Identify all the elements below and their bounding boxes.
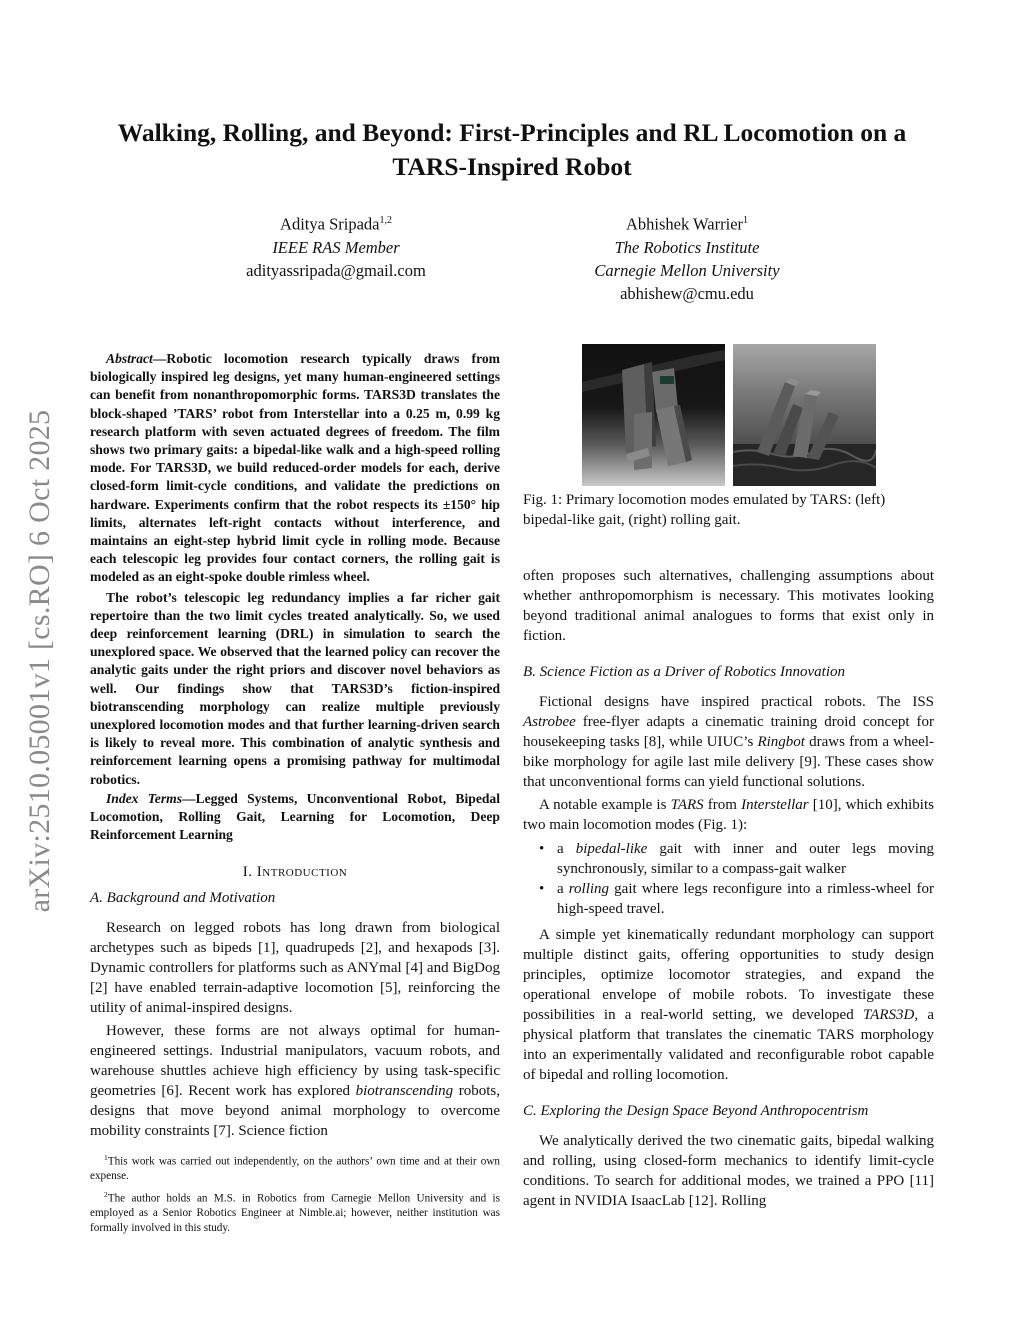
- figure-1: [582, 344, 876, 486]
- author-email[interactable]: abhishew@cmu.edu: [620, 283, 754, 303]
- index-terms: [90, 790, 500, 845]
- text-run: Fictional designs have inspired practical robots. The ISS: [539, 694, 934, 710]
- footnote-mark: 2: [104, 1189, 108, 1199]
- emphasis-text: Ringbot: [757, 734, 805, 750]
- emphasis-text: TARS: [670, 797, 704, 813]
- right-column: [523, 566, 934, 1211]
- figure-1-caption: Fig. 1: Primary locomotion modes emulated by TARS: (left) bipedal-like gait, (right) rolling gait.: [523, 492, 886, 528]
- author-affiliation: IEEE RAS Member: [272, 237, 400, 257]
- text-run: from: [703, 797, 742, 813]
- list-item: [523, 839, 934, 879]
- author-affil-mark: 1: [743, 215, 749, 226]
- emphasis-text: TARS3D: [862, 1007, 915, 1023]
- text-run: free-flyer adapts a cinematic training droid concept for housekeeping tasks [8], while UIUC’s: [523, 714, 934, 750]
- subsection-heading-a: A. Background and Motivation: [90, 890, 276, 907]
- footnotes: [90, 1151, 500, 1235]
- text-run: a: [557, 881, 569, 897]
- author-block-2: [537, 209, 837, 305]
- body-paragraph-continued: often proposes such alternatives, challenging assumptions about whether anthropomorphism is necessary. This motivates looking beyond traditional animal analogues to forms that exist only in fiction.: [523, 568, 934, 644]
- author-block-1: [186, 209, 486, 282]
- body-paragraph: [523, 692, 934, 792]
- text-run: gait with inner and outer legs moving synchronously, similar to a compass-gait walker: [557, 841, 934, 877]
- figure-image-rolling-gait: [733, 344, 876, 486]
- body-paragraph: [523, 925, 934, 1085]
- footnote-text: The author holds an M.S. in Robotics from Carnegie Mellon University and is employed as a Senior Robotics Engineer at Nimble.ai; however, neither institution was formally involved in this study.: [90, 1192, 500, 1234]
- left-column: [90, 350, 500, 1141]
- footnote-mark: 1: [104, 1153, 108, 1162]
- emphasis-text: biotranscending: [355, 1083, 454, 1100]
- footnote-text: This work was carried out independently, on the authors’ own time and at their own expense.: [90, 1155, 500, 1183]
- text-run: robots, designs that move beyond animal morphology to overcome mobility constraints [7]. Science fiction: [90, 1083, 500, 1140]
- bullet-icon: •: [539, 841, 545, 857]
- robot-render-rolling: [733, 344, 876, 486]
- text-run: [10], which exhibits two main locomotion modes (Fig. 1):: [523, 797, 934, 833]
- footnote-1: [90, 1151, 500, 1184]
- section-title: Introduction: [256, 864, 348, 881]
- abstract-label: Abstract—: [106, 351, 167, 366]
- body-paragraph: [90, 1021, 500, 1141]
- body-paragraph: Research on legged robots has long drawn from biological archetypes such as bipeds [1], quadrupeds [2], and hexapods [3]. Dynamic controllers for platforms such as ANYmal [4] and BigDog [2] have enabled terrain-adaptive locomotion [5], reinforcing the utility of animal-inspired designs.: [90, 920, 500, 1017]
- robot-render-bipedal: [582, 344, 725, 486]
- emphasis-text: rolling: [568, 881, 610, 897]
- section-heading-introduction: [90, 862, 500, 882]
- emphasis-text: Astrobee: [523, 714, 576, 730]
- author-affiliation-2: Carnegie Mellon University: [594, 260, 780, 280]
- text-run: A notable example is: [539, 797, 671, 813]
- emphasis-text: Interstellar: [741, 797, 809, 813]
- index-terms-label: Index Terms—: [106, 790, 196, 806]
- subsection-heading-c: C. Exploring the Design Space Beyond Anthropocentrism: [523, 1103, 869, 1119]
- author-affil-mark: 1,2: [379, 215, 392, 226]
- text-run: However, these forms are not always optimal for human-engineered settings. Industrial manipulators, vacuum robots, and warehouse shuttles achieve high efficiency by using task-specific geometries [6]. Recent work has explored: [90, 1023, 500, 1100]
- footnote-2: [90, 1188, 500, 1236]
- bullet-icon: •: [539, 881, 545, 897]
- body-paragraph: We analytically derived the two cinematic gaits, bipedal walking and rolling, using closed-form mechanics to identify limit-cycle conditions. To search for additional modes, we trained a PPO [11] agent in NVIDIA IsaacLab [12]. Rolling: [523, 1133, 934, 1209]
- text-run: a: [557, 841, 576, 857]
- text-run: A simple yet kinematically redundant morphology can support multiple distinct gaits, offering opportunities to study design principles, optimize locomotor strategies, and expand the operational envelope of mobile robots. To investigate these possibilities in a real-world setting, we developed: [523, 927, 934, 1023]
- author-affiliation: The Robotics Institute: [614, 237, 760, 257]
- author-name: Abhishek Warrier: [625, 214, 744, 234]
- bullet-list: [523, 839, 934, 919]
- author-name: Aditya Sripada: [280, 214, 380, 234]
- emphasis-text: bipedal-like: [575, 841, 648, 857]
- list-item: [523, 879, 934, 919]
- subsection-heading-b: B. Science Fiction as a Driver of Robotics Innovation: [523, 664, 846, 680]
- abstract-paragraph-2: The robot’s telescopic leg redundancy implies a far richer gait repertoire than the two limit cycles treated analytically. So, we used deep reinforcement learning (DRL) in simulation to search the unexplored space. We observed that the learned policy can recover the analytic gaits under the right priors and discover novel behaviors as well. Our findings show that TARS3D’s fiction-inspired biotranscending morphology can realize multiple previously unexplored locomotion modes and that further learning-driven search is likely to reveal more. This combination of analytic synthesis and reinforcement learning opens a promising pathway for multimodal robotics.: [90, 589, 500, 787]
- body-paragraph: [523, 795, 934, 835]
- arxiv-identifier-stamp[interactable]: arXiv:2510.05001v1 [cs.RO] 6 Oct 2025: [23, 409, 56, 913]
- abstract-text: Robotic locomotion research typically draws from biologically inspired leg designs, yet many human-engineered settings can benefit from nonanthropomorphic forms. TARS3D translates the block-shaped ’TARS’ robot from Interstellar into a 0.25 m, 0.99 kg research platform with seven actuated degrees of freedom. The film shows two primary gaits: a bipedal-like walk and a high-speed rolling mode. For TARS3D, we build reduced-order models for each, derive closed-form limit-cycle conditions, and validate the predictions on hardware. Experiments confirm that the robot respects its ±150° hip limits, alternates left-right contacts without interference, and maintains an eight-step hybrid limit cycle in rolling mode. Because each telescopic leg provides four contact corners, the rolling gait is modeled as an eight-spoke double rimless wheel.: [90, 351, 500, 585]
- text-run: , a physical platform that translates the cinematic TARS morphology into an experimentally validated and reconfigurable robot capable of bipedal and rolling locomotion.: [523, 1007, 934, 1083]
- paper-title: Walking, Rolling, and Beyond: First-Principles and RL Locomotion on a TARS-Inspired Robot: [117, 118, 907, 181]
- text-run: gait where legs reconfigure into a rimless-wheel for high-speed travel.: [557, 881, 934, 917]
- section-number: I.: [242, 864, 253, 881]
- abstract-paragraph-1: [90, 350, 500, 587]
- figure-image-bipedal-gait: [582, 344, 725, 486]
- author-email[interactable]: adityassripada@gmail.com: [246, 260, 426, 280]
- index-terms-text: Legged Systems, Unconventional Robot, Bipedal Locomotion, Rolling Gait, Learning for Locomotion, Deep Reinforcement Learning: [90, 790, 500, 843]
- text-run: draws from a wheel-bike morphology for agile last mile delivery [9]. These cases show that unconventional forms can yield functional solutions.: [523, 734, 934, 790]
